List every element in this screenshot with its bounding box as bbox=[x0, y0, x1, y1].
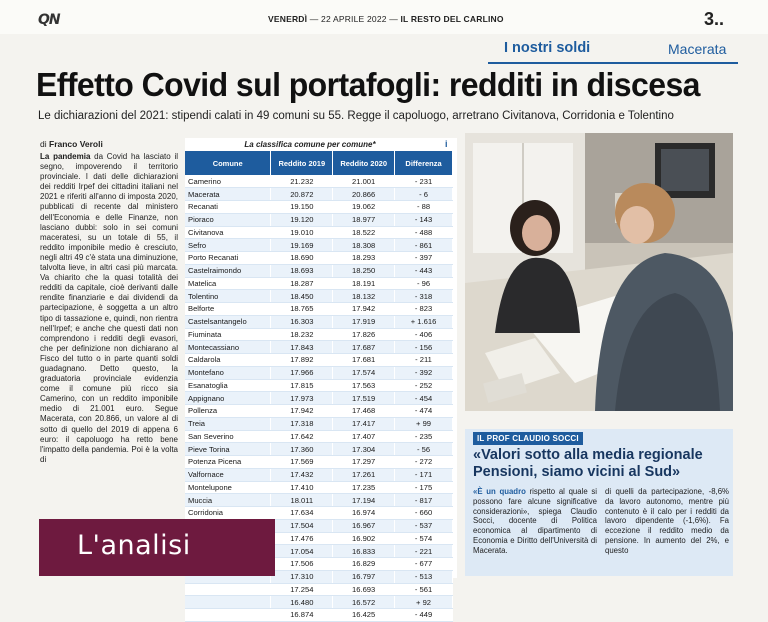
sidebar-title: «Valori sotto alla media regionale Pensioni, siamo vicini al Sud» bbox=[473, 447, 703, 480]
cell-reddito-2020: 16.693 bbox=[333, 583, 395, 596]
table-row bbox=[185, 507, 453, 520]
table-row bbox=[185, 201, 453, 214]
cell-differenza: - 817 bbox=[395, 494, 453, 507]
cell-comune: San Severino bbox=[185, 430, 271, 443]
table-row bbox=[185, 379, 453, 392]
cell-reddito-2020: 16.967 bbox=[333, 519, 395, 532]
cell-reddito-2020: 16.829 bbox=[333, 558, 395, 571]
cell-reddito-2020: 18.308 bbox=[333, 239, 395, 252]
cell-reddito-2020: 17.194 bbox=[333, 494, 395, 507]
cell-reddito-2019: 17.254 bbox=[271, 583, 333, 596]
cell-reddito-2020: 17.681 bbox=[333, 354, 395, 367]
cell-differenza: - 96 bbox=[395, 277, 453, 290]
cell-comune: Castelraimondo bbox=[185, 264, 271, 277]
cell-differenza: - 454 bbox=[395, 392, 453, 405]
dateline-sep1: — bbox=[309, 14, 322, 24]
cell-reddito-2019: 17.476 bbox=[271, 532, 333, 545]
table-row bbox=[185, 264, 453, 277]
table-row bbox=[185, 596, 453, 609]
sidebar-column-1 bbox=[473, 487, 597, 576]
cell-differenza: - 561 bbox=[395, 583, 453, 596]
cell-comune: Castelsantangelo bbox=[185, 315, 271, 328]
cell-differenza: - 474 bbox=[395, 405, 453, 418]
masthead-bar bbox=[0, 0, 768, 34]
table-row bbox=[185, 303, 453, 316]
cell-reddito-2020: 17.417 bbox=[333, 417, 395, 430]
cell-reddito-2019: 18.232 bbox=[271, 328, 333, 341]
cell-reddito-2019: 19.150 bbox=[271, 201, 333, 214]
header-comune: Comune bbox=[185, 151, 271, 175]
analisi-overlay bbox=[39, 519, 275, 576]
cell-reddito-2019: 17.310 bbox=[271, 570, 333, 583]
table-row bbox=[185, 443, 453, 456]
table-row bbox=[185, 213, 453, 226]
cell-reddito-2020: 18.977 bbox=[333, 213, 395, 226]
cell-reddito-2019: 17.642 bbox=[271, 430, 333, 443]
cell-comune: Appignano bbox=[185, 392, 271, 405]
dateline bbox=[268, 14, 504, 24]
cell-reddito-2020: 17.563 bbox=[333, 379, 395, 392]
header-reddito-2019: Reddito 2019 bbox=[271, 151, 333, 175]
cell-differenza: - 231 bbox=[395, 175, 453, 188]
cell-comune: Belforte bbox=[185, 303, 271, 316]
cell-reddito-2020: 16.572 bbox=[333, 596, 395, 609]
cell-reddito-2019: 17.054 bbox=[271, 545, 333, 558]
sidebar-col1-text: rispetto al quale si possono fare alcune significative considerazioni», spiega Claudio Socci, docente di Politica economica al dipartimento di Economia e Diritto dell'Università di Macerata. bbox=[473, 487, 597, 555]
cell-reddito-2019: 19.010 bbox=[271, 226, 333, 239]
cell-reddito-2020: 17.687 bbox=[333, 341, 395, 354]
cell-reddito-2020: 17.519 bbox=[333, 392, 395, 405]
cell-reddito-2019: 18.765 bbox=[271, 303, 333, 316]
cell-differenza: - 449 bbox=[395, 609, 453, 622]
cell-differenza: - 823 bbox=[395, 303, 453, 316]
cell-comune: Esanatoglia bbox=[185, 379, 271, 392]
cell-reddito-2019: 19.169 bbox=[271, 239, 333, 252]
cell-reddito-2019: 17.432 bbox=[271, 468, 333, 481]
cell-comune: Fiuminata bbox=[185, 328, 271, 341]
cell-reddito-2020: 17.826 bbox=[333, 328, 395, 341]
cell-reddito-2019: 19.120 bbox=[271, 213, 333, 226]
cell-comune: Sefro bbox=[185, 239, 271, 252]
cell-reddito-2019: 21.232 bbox=[271, 175, 333, 188]
article-byline bbox=[40, 139, 103, 149]
cell-differenza: - 392 bbox=[395, 366, 453, 379]
cell-differenza: - 252 bbox=[395, 379, 453, 392]
cell-reddito-2020: 17.407 bbox=[333, 430, 395, 443]
article-lead: La pandemia bbox=[40, 152, 91, 161]
table-row bbox=[185, 315, 453, 328]
section-rubric: I nostri soldi bbox=[504, 40, 591, 56]
table-row bbox=[185, 468, 453, 481]
table-row bbox=[185, 175, 453, 188]
cell-comune: Montelupone bbox=[185, 481, 271, 494]
cell-reddito-2019: 17.506 bbox=[271, 558, 333, 571]
interview-sidebar bbox=[465, 429, 733, 576]
cell-reddito-2019: 18.011 bbox=[271, 494, 333, 507]
table-row bbox=[185, 430, 453, 443]
cell-reddito-2020: 17.261 bbox=[333, 468, 395, 481]
cell-comune: Tolentino bbox=[185, 290, 271, 303]
cell-differenza: - 156 bbox=[395, 341, 453, 354]
table-row bbox=[185, 417, 453, 430]
cell-comune: Caldarola bbox=[185, 354, 271, 367]
cell-reddito-2020: 19.062 bbox=[333, 201, 395, 214]
cell-reddito-2019: 17.973 bbox=[271, 392, 333, 405]
cell-comune: Macerata bbox=[185, 188, 271, 201]
analisi-label: L'analisi bbox=[77, 530, 191, 561]
dateline-day: VENERDÌ bbox=[268, 14, 308, 24]
cell-reddito-2019: 18.450 bbox=[271, 290, 333, 303]
table-row bbox=[185, 583, 453, 596]
header-reddito-2020: Reddito 2020 bbox=[333, 151, 395, 175]
byline-prefix: di bbox=[40, 139, 47, 149]
table-row bbox=[185, 341, 453, 354]
cell-comune: Pollenza bbox=[185, 405, 271, 418]
cell-differenza: - 443 bbox=[395, 264, 453, 277]
section-city: Macerata bbox=[668, 41, 727, 57]
cell-differenza: - 861 bbox=[395, 239, 453, 252]
cell-comune: Montecassiano bbox=[185, 341, 271, 354]
info-icon: i bbox=[445, 139, 448, 149]
table-row bbox=[185, 277, 453, 290]
cell-comune: Valfornace bbox=[185, 468, 271, 481]
article-body-text: da Covid ha lasciato il segno, impoverendo il territorio provinciale. I dati delle dichiarazioni dei redditi Irpef dei cittadini italiani nel 2021 e riferiti all'anno di imposta 2020, pubblicati di recente dal ministero dell'Economia e delle Finanze, non lasciano dubbi: solo in sei comuni maceratesi, su un totale di 55, il reddito imponibile medio è cresciuto, negli altri 49 c'è stata una diminuzione, talvolta lieve, in altri casi più marcata. Va chiarito che la quasi totalità dei redditi da capitale, cioè derivanti dalle rendite finanziarie e dai dividendi da partecipazione, è soggetta a un altro tipo di tassazione e, quindi, non rientra nell'Irpef; e anche che questi dati non comprendono i redditi degli evasori, che per definizione non dichiarano al Fisco del tutto o in parte quanti soldi guadagnano. Detto questo, la graduatoria provinciale evidenzia come il comune più ricco sia Camerino, con un reddito imponibile medio di 21.001 euro. Segue Macerata, con 20.866, un valore al di sotto di quello del 2019 di appena 6 euro: il capoluogo ha retto bene l'impatto della pandemia. Poi è la volta di bbox=[40, 152, 178, 464]
cell-differenza: - 513 bbox=[395, 570, 453, 583]
cell-reddito-2019: 16.874 bbox=[271, 609, 333, 622]
header-differenza: Differenza bbox=[395, 151, 453, 175]
cell-reddito-2019: 17.410 bbox=[271, 481, 333, 494]
cell-differenza: - 397 bbox=[395, 252, 453, 265]
table-row bbox=[185, 609, 453, 622]
cell-reddito-2020: 16.974 bbox=[333, 507, 395, 520]
table-row bbox=[185, 290, 453, 303]
cell-reddito-2019: 18.693 bbox=[271, 264, 333, 277]
cell-reddito-2020: 17.297 bbox=[333, 456, 395, 469]
cell-differenza: - 677 bbox=[395, 558, 453, 571]
cell-differenza: - 272 bbox=[395, 456, 453, 469]
sidebar-tag: IL PROF CLAUDIO SOCCI bbox=[473, 432, 583, 445]
income-ranking-table bbox=[185, 138, 457, 620]
table-row bbox=[185, 239, 453, 252]
cell-differenza: + 92 bbox=[395, 596, 453, 609]
cell-reddito-2020: 21.001 bbox=[333, 175, 395, 188]
cell-reddito-2020: 20.866 bbox=[333, 188, 395, 201]
cell-comune: Potenza Picena bbox=[185, 456, 271, 469]
cell-comune: Porto Recanati bbox=[185, 252, 271, 265]
cell-differenza: - 318 bbox=[395, 290, 453, 303]
cell-comune: Matelica bbox=[185, 277, 271, 290]
table-row bbox=[185, 226, 453, 239]
cell-reddito-2019: 17.360 bbox=[271, 443, 333, 456]
table-row bbox=[185, 405, 453, 418]
table-header-row bbox=[185, 151, 453, 175]
cell-comune: Camerino bbox=[185, 175, 271, 188]
newspaper-logo: QN bbox=[38, 12, 60, 28]
cell-reddito-2020: 16.797 bbox=[333, 570, 395, 583]
cell-reddito-2020: 17.235 bbox=[333, 481, 395, 494]
cell-reddito-2020: 16.902 bbox=[333, 532, 395, 545]
table-row bbox=[185, 328, 453, 341]
cell-reddito-2019: 17.634 bbox=[271, 507, 333, 520]
cell-reddito-2020: 17.304 bbox=[333, 443, 395, 456]
cell-reddito-2020: 18.191 bbox=[333, 277, 395, 290]
cell-reddito-2019: 17.318 bbox=[271, 417, 333, 430]
dateline-sep2: — bbox=[389, 14, 401, 24]
cell-reddito-2020: 18.250 bbox=[333, 264, 395, 277]
table-row bbox=[185, 392, 453, 405]
cell-reddito-2019: 18.690 bbox=[271, 252, 333, 265]
cell-reddito-2019: 17.966 bbox=[271, 366, 333, 379]
cell-differenza: + 99 bbox=[395, 417, 453, 430]
cell-differenza: - 88 bbox=[395, 201, 453, 214]
cell-differenza: - 537 bbox=[395, 519, 453, 532]
cell-differenza: - 235 bbox=[395, 430, 453, 443]
cell-reddito-2019: 17.892 bbox=[271, 354, 333, 367]
cell-comune: Pioraco bbox=[185, 213, 271, 226]
byline-author: Franco Veroli bbox=[49, 139, 103, 149]
cell-reddito-2020: 17.468 bbox=[333, 405, 395, 418]
cell-reddito-2020: 17.574 bbox=[333, 366, 395, 379]
cell-reddito-2020: 16.425 bbox=[333, 609, 395, 622]
cell-reddito-2019: 17.843 bbox=[271, 341, 333, 354]
cell-comune: Recanati bbox=[185, 201, 271, 214]
table-row bbox=[185, 188, 453, 201]
cell-reddito-2020: 18.522 bbox=[333, 226, 395, 239]
cell-comune: Corridonia bbox=[185, 507, 271, 520]
cell-comune bbox=[185, 609, 271, 622]
cell-differenza: - 660 bbox=[395, 507, 453, 520]
cell-comune: Montefano bbox=[185, 366, 271, 379]
cell-differenza: - 171 bbox=[395, 468, 453, 481]
table-caption: La classifica comune per comune* bbox=[244, 140, 376, 149]
cell-differenza: - 143 bbox=[395, 213, 453, 226]
dateline-newspaper: IL RESTO DEL CARLINO bbox=[400, 14, 504, 24]
office-scene-image bbox=[465, 133, 733, 411]
cell-comune: Muccia bbox=[185, 494, 271, 507]
cell-reddito-2020: 16.833 bbox=[333, 545, 395, 558]
sidebar-lead: «È un quadro bbox=[473, 487, 526, 496]
sidebar-column-2: di quelli da partecipazione, -8,6% da lavoro autonomo, mentre più contenuto è il calo per i redditi da lavoro dipendente (-1,6%). Fa eccezione il reddito medio da pensione. In aumento del 2%, e questo bbox=[605, 487, 729, 555]
cell-comune: Treia bbox=[185, 417, 271, 430]
table-row bbox=[185, 366, 453, 379]
article-headline: Effetto Covid sul portafogli: redditi in discesa bbox=[36, 66, 700, 103]
cell-reddito-2019: 17.569 bbox=[271, 456, 333, 469]
cell-differenza: - 221 bbox=[395, 545, 453, 558]
cell-differenza: - 211 bbox=[395, 354, 453, 367]
cell-reddito-2020: 18.132 bbox=[333, 290, 395, 303]
table-row bbox=[185, 494, 453, 507]
cell-differenza: - 6 bbox=[395, 188, 453, 201]
cell-differenza: - 406 bbox=[395, 328, 453, 341]
article-subhead: Le dichiarazioni del 2021: stipendi calati in 49 comuni su 55. Regge il capoluogo, arretrano Civitanova, Corridonia e Tolentino bbox=[38, 110, 674, 122]
cell-reddito-2019: 17.504 bbox=[271, 519, 333, 532]
cell-reddito-2019: 17.942 bbox=[271, 405, 333, 418]
dateline-date: 22 APRILE 2022 bbox=[321, 14, 387, 24]
cell-reddito-2019: 16.480 bbox=[271, 596, 333, 609]
cell-reddito-2020: 18.293 bbox=[333, 252, 395, 265]
cell-differenza: - 175 bbox=[395, 481, 453, 494]
cell-comune: Civitanova bbox=[185, 226, 271, 239]
cell-comune bbox=[185, 596, 271, 609]
cell-differenza: + 1.616 bbox=[395, 315, 453, 328]
section-rule bbox=[488, 62, 738, 64]
table-row bbox=[185, 354, 453, 367]
cell-reddito-2019: 18.287 bbox=[271, 277, 333, 290]
cell-differenza: - 488 bbox=[395, 226, 453, 239]
office-photo bbox=[465, 133, 733, 411]
table-row bbox=[185, 481, 453, 494]
cell-differenza: - 574 bbox=[395, 532, 453, 545]
cell-comune bbox=[185, 583, 271, 596]
table-row bbox=[185, 456, 453, 469]
cell-reddito-2020: 17.919 bbox=[333, 315, 395, 328]
cell-comune: Pieve Torina bbox=[185, 443, 271, 456]
page-number: 3.. bbox=[704, 9, 725, 29]
cell-reddito-2020: 17.942 bbox=[333, 303, 395, 316]
cell-reddito-2019: 16.303 bbox=[271, 315, 333, 328]
cell-reddito-2019: 17.815 bbox=[271, 379, 333, 392]
table-row bbox=[185, 252, 453, 265]
cell-differenza: - 56 bbox=[395, 443, 453, 456]
cell-reddito-2019: 20.872 bbox=[271, 188, 333, 201]
article-body bbox=[40, 152, 178, 532]
